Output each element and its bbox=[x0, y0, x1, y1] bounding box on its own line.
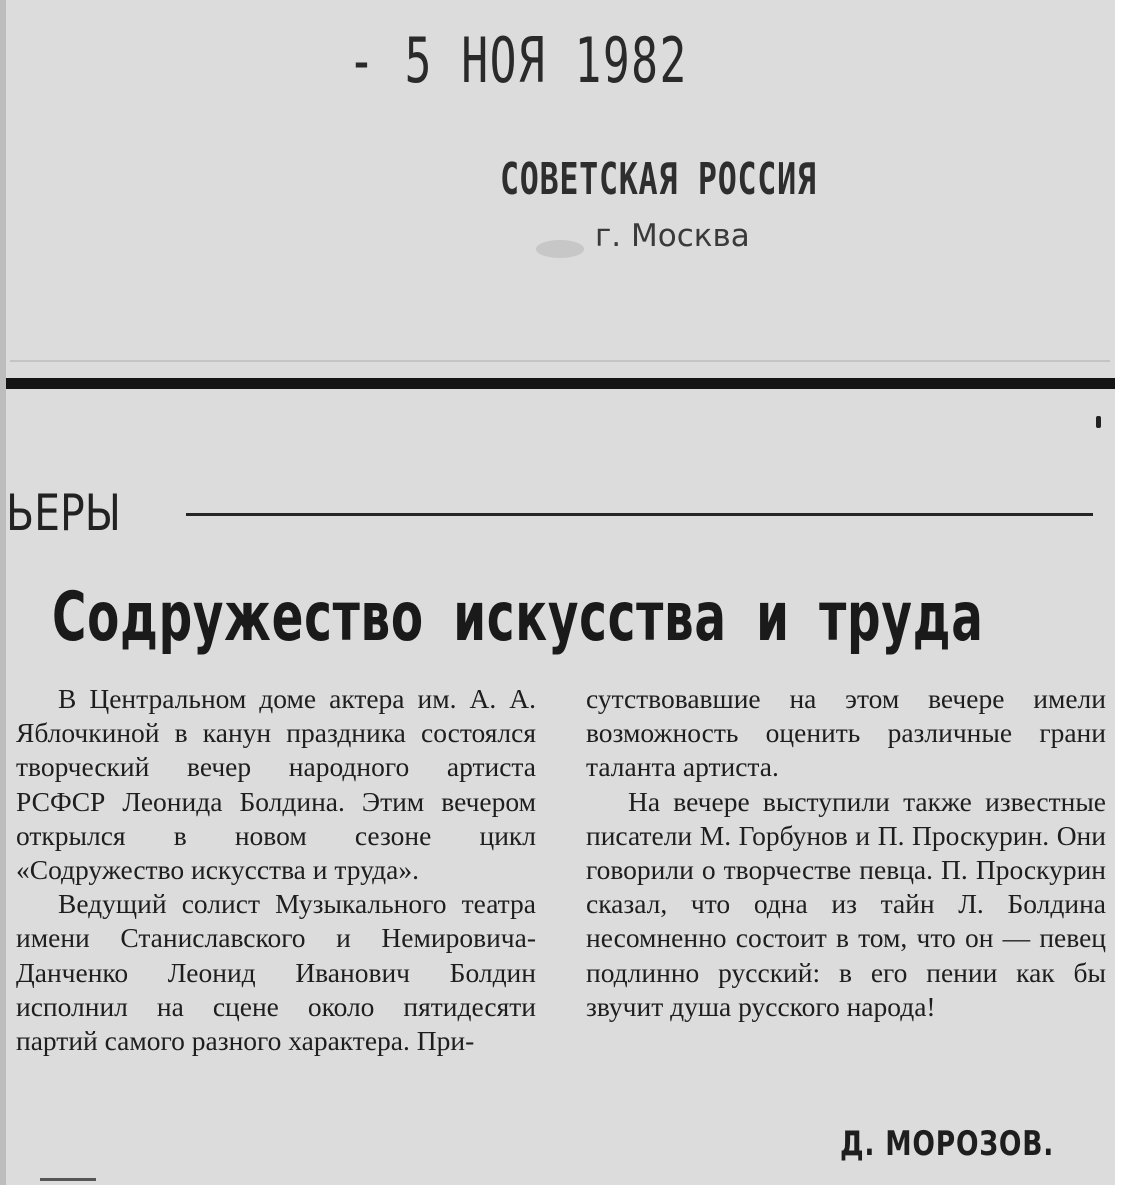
date-stamp: - 5 НОЯ 1982 bbox=[348, 24, 688, 97]
heavy-rule bbox=[6, 378, 1115, 389]
ink-mark bbox=[1096, 416, 1101, 428]
scan-edge-left bbox=[0, 0, 6, 1185]
cut-mark bbox=[40, 1178, 96, 1181]
article-column-right bbox=[586, 682, 1106, 1024]
paragraph: сутствовавшие на этом вечере имели возможность оценить различные грани таланта артиста. bbox=[586, 683, 1106, 783]
scan-edge-right bbox=[1115, 0, 1125, 1185]
newspaper-name-stamp: СОВЕТСКАЯ РОССИЯ bbox=[500, 154, 817, 205]
ink-smudge bbox=[536, 240, 584, 258]
article-column-left bbox=[16, 682, 536, 1058]
paragraph: В Центральном доме актера им. А. А. Яблочкиной в канун праздника состоялся творческий вечер народного артиста РСФСР Леонида Болдина. Этим вечером открылся в новом сезоне цикл «Содружество искусства и труда». bbox=[16, 683, 536, 886]
faint-divider bbox=[10, 360, 1110, 362]
city-stamp: г. Москва bbox=[595, 218, 750, 254]
paragraph: Ведущий солист Музыкального театра имени Станиславского и Немировича-Данченко Леонид Иванович Болдин исполнил на сцене около пятидесяти партий самого разного характера. При- bbox=[16, 888, 536, 1057]
paragraph: На вечере выступили также известные писатели М. Горбунов и П. Проскурин. Они говорили о творчестве певца. П. Проскурин сказал, что одна из тайн Л. Болдина несомненно состоит в том, что он — певец подлинно русский: в его пении как бы звучит душа русского народа! bbox=[586, 785, 1106, 1022]
article-headline: Содружество искусства и труда bbox=[52, 578, 984, 657]
rubric-rule bbox=[186, 513, 1093, 516]
author-signature: Д. МОРОЗОВ. bbox=[840, 1124, 1055, 1164]
rubric-label: ЬЕРЫ bbox=[6, 484, 121, 542]
